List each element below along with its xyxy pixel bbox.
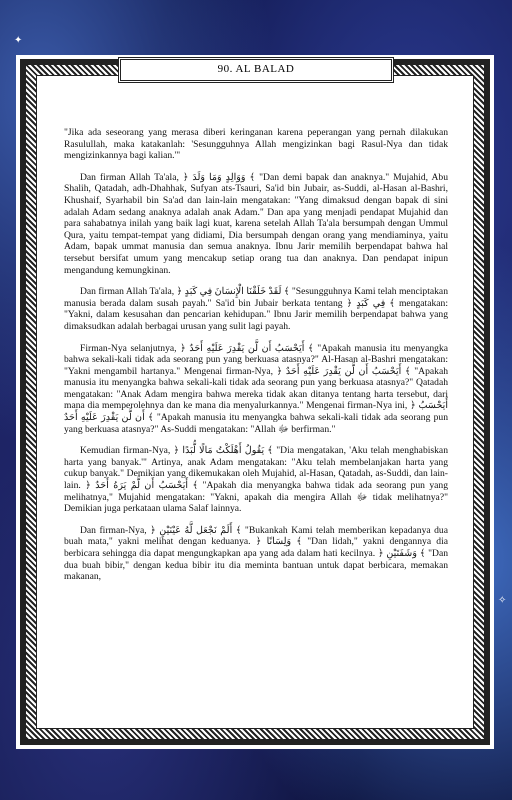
paragraph: Dan firman-Nya, ﴿ أَلَمْ نَجْعَل لَّهُ عَيْنَيْنِ ﴾ "Bukankah Kami telah memberikan kepadanya dua buah mata," yakni melihat dengan keduanya. ﴿ وَلِسَانًا ﴾ "Dan lidah," yakni dengannya dia berbicara sehingga dia dapat mengungkapkan apa yang ada dalam hati kecilnya. ﴿ وَشَفَتَيْنِ ﴾ "Dan dua buah bibir," dengan kedua bibir itu dia meminta bantuan untuk dapat berbicara, memakan makanan, [64, 524, 448, 583]
paragraph: "Jika ada seseorang yang merasa diberi keringanan karena peperangan yang pernah dilakukan Rasulullah, maka katakanlah: 'Sesungguhnya Allah mengizinkan bagi Rasul-Nya dan tidak mengizinkannya bagi kalian.'" [64, 127, 448, 162]
book-page [16, 55, 494, 749]
paragraph: Kemudian firman-Nya, ﴿ يَقُولُ أَهْلَكْتُ مَالًا لُّبَدًا ﴾ "Dia mengatakan, 'Aku telah menghabiskan harta yang banyak.'" Artinya, anak Adam mengatakan: "Aku telah membelanjakan harta yang cukup banyak." Demikian yang dikemukakan oleh Mujahid, al-Hasan, Qatadah, as-Suddi, dan lain-lain. ﴿ أَيَحْسَبُ أَن لَّمْ يَرَهُ أَحَدٌ ﴾ "Apakah dia menyangka bahwa tidak ada seorang pun yang melihatnya," Mujahid mengatakan: "Yakni, apakah dia mengira Allah ﷻ tidak melihatnya?" Demikian juga perkataan ulama Salaf lainnya. [64, 445, 448, 515]
star-decoration: ✧ [498, 595, 507, 606]
paragraph: Dan firman Allah Ta'ala, ﴿ وَوَالِدٍ وَمَا وَلَدَ ﴾ "Dan demi bapak dan anaknya." Mujahid, Abu Shalih, Qatadah, adh-Dhahhak, Sufyan ats-Tsauri, Sa'id bin Jubair, as-Suddi, al-Hasan al-Bashri, Khushaif, Syarhabil bin Sa'ad dan lain-lain mengatakan: "Yang dimaksud dengan bapak di sini adalah Adam sedang anaknya adalah anak Adam." Dan apa yang menjadi pendapat Mujahid dan para sahabatnya inilah yang baik lagi kuat, karena setelah Allah Ta'ala bersumpah dengan Ummul Qura, yaitu tempat-tempat yang didiami, Dia bersumpah dengan orang yang mendiaminya, yaitu Adam, bapak ummat manusia dan semua anaknya. Ibnu Jarir memilih berpendapat bahwa hal tersebut bersifat umum yang mencakup setiap orang tua dan anaknya. Dan pendapat inipun mengandung kemungkinan. [64, 171, 448, 276]
chapter-header [118, 57, 394, 83]
chapter-title: 90. AL BALAD [217, 63, 295, 75]
paragraph: Dan firman Allah Ta'ala, ﴿ لَقَدْ خَلَقْنَا الْإِنسَانَ فِي كَبَدٍ ﴾ "Sesungguhnya Kami telah menciptakan manusia berada dalam susah payah." Sa'id bin Jubair berkata tentang ﴿ فِي كَبَدٍ ﴾ mengatakan: "Yakni, dalam kesusahan dan pencarian kehidupan." Ibnu Jarir memilih berpendapat bahwa yang dimaksudkan adalah berbagai urusan yang sulit lagi payah. [64, 286, 448, 332]
paragraph: Firman-Nya selanjutnya, ﴿ أَيَحْسَبُ أَن لَّن يَقْدِرَ عَلَيْهِ أَحَدٌ ﴾ "Apakah manusia itu menyangka bahwa sekali-kali tidak ada seorang pun yang berkuasa atasnya?" Al-Hasan al-Bashri mengatakan: "Yakni mengambil hartanya." Mengenai firman-Nya, ﴿ أَيَحْسَبُ أَن لَّن يَقْدِرَ عَلَيْهِ أَحَدٌ ﴾ "Apakah manusia itu menyangka bahwa sekali-kali tidak ada seorang pun yang berkuasa atasnya?" Qatadah mengatakan: "Anak Adam mengira bahwa mereka tidak akan ditanya tentang harta tersebut, dari mana dia memperolehnya dan ke mana dia menyalurkannya." Mengenai firman-Nya ini, ﴿ أَيَحْسَبُ أَن لَّن يَقْدِرَ عَلَيْهِ أَحَدٌ ﴾ "Apakah manusia itu menyangka bahwa sekali-kali tidak ada seorang pun yang berkuasa atasnya?" As-Suddi mengatakan: "Allah ﷻ berfirman." [64, 342, 449, 435]
star-decoration: ✦ [14, 35, 23, 46]
page-text [64, 127, 448, 593]
